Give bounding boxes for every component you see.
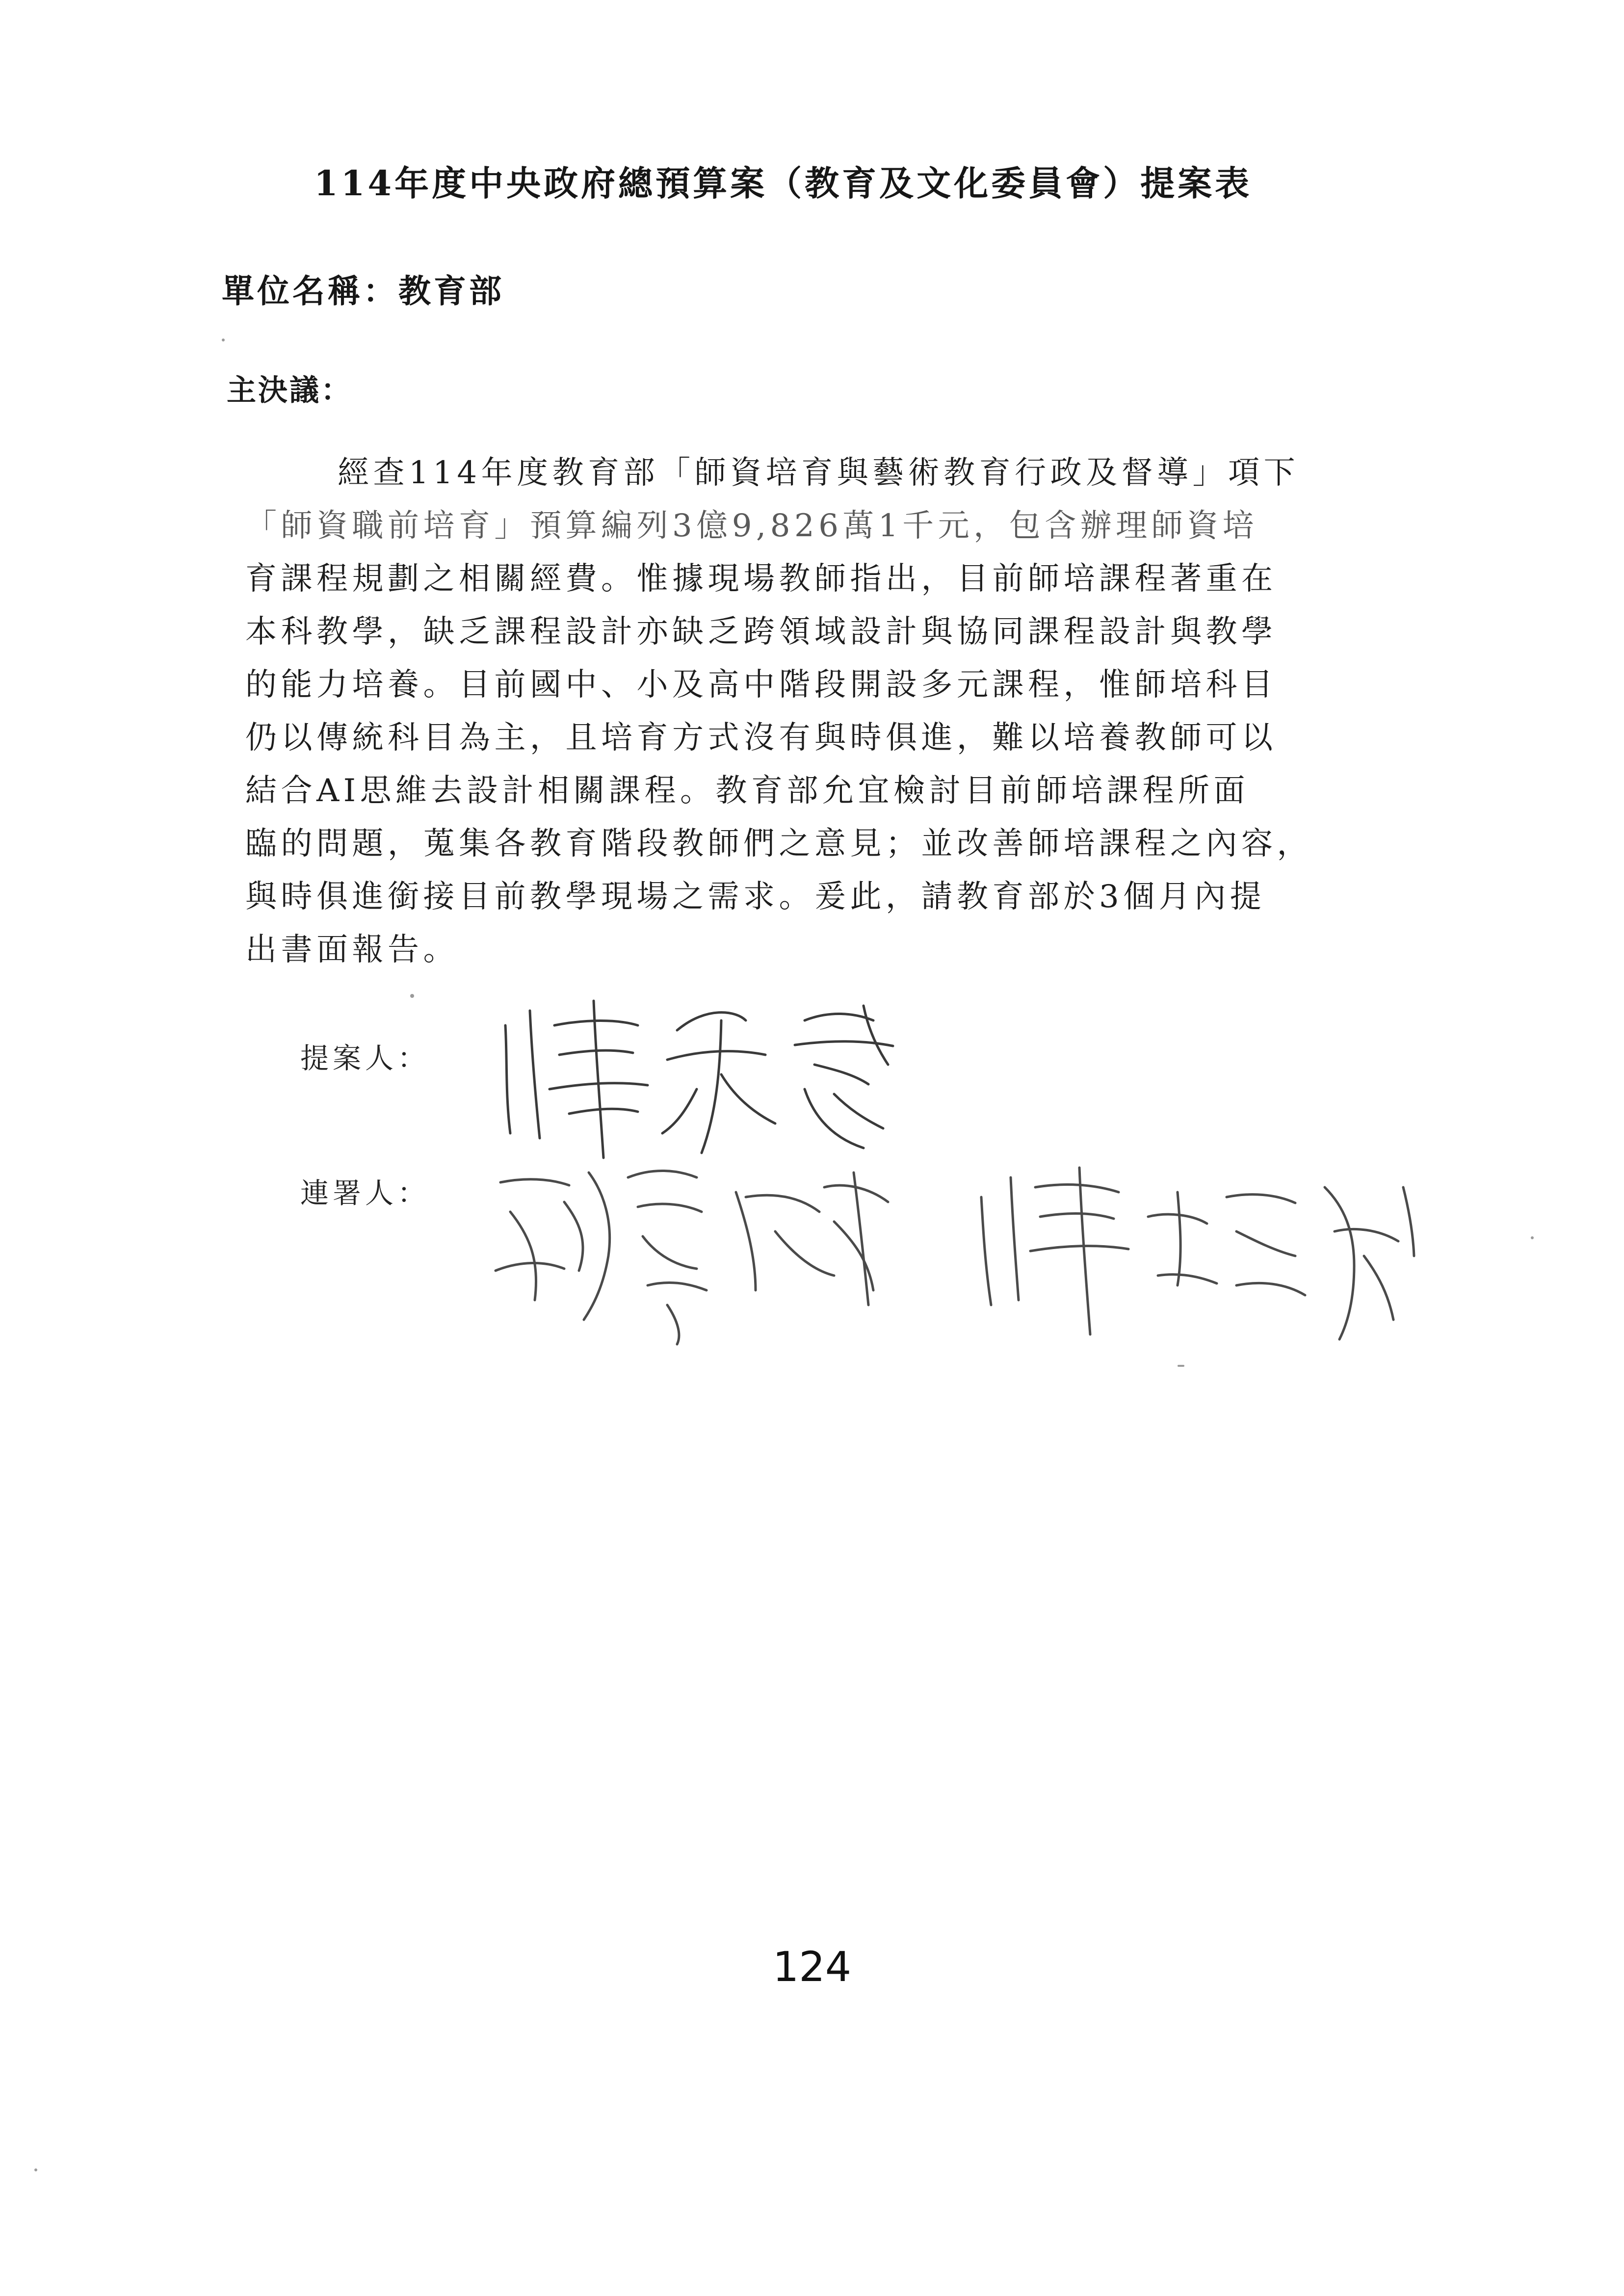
scan-speck [1178, 1365, 1184, 1367]
body-line: 臨的問題，蒐集各教育階段教師們之意見；並改善師培課程之內容， [245, 826, 1312, 862]
body-line: 出書面報告。 [245, 932, 459, 968]
cosigner-signature [481, 1143, 932, 1349]
body-line: 經查114年度教育部「師資培育與藝術教育行政及督導」項下 [338, 455, 1300, 491]
scan-speck [410, 994, 414, 998]
proposer-signature [491, 991, 913, 1168]
cosigner-label: 連署人： [300, 1176, 430, 1210]
proposer-label: 提案人： [300, 1042, 430, 1075]
scan-speck [34, 2168, 37, 2171]
cosigner-signature-2 [962, 1158, 1423, 1354]
body-line: 的能力培養。目前國中、小及高中階段開設多元課程，惟師培科目 [245, 667, 1277, 703]
body-line: 本科教學，缺乏課程設計亦缺乏跨領域設計與協同課程設計與教學 [245, 614, 1277, 650]
scan-speck [222, 339, 225, 341]
body-line: 仍以傳統科目為主，且培育方式沒有與時俱進，難以培養教師可以 [245, 720, 1277, 756]
resolution-label: 主決議： [227, 373, 352, 408]
body-line: 育課程規劃之相關經費。惟據現場教師指出，目前師培課程著重在 [245, 561, 1277, 597]
body-line: 與時俱進銜接目前教學現場之需求。爰此，請教育部於3個月內提 [245, 879, 1266, 915]
resolution-body [245, 446, 1384, 976]
page-number: 124 [772, 1943, 852, 1991]
body-line: 「師資職前培育」預算編列3億9,826萬1千元，包含辦理師資培 [245, 508, 1258, 544]
scan-speck [1531, 1236, 1534, 1239]
body-line: 結合AI思維去設計相關課程。教育部允宜檢討目前師培課程所面 [245, 773, 1249, 809]
unit-name: 單位名稱：教育部 [222, 272, 504, 310]
document-title: 114年度中央政府總預算案（教育及文化委員會）提案表 [314, 163, 1253, 204]
